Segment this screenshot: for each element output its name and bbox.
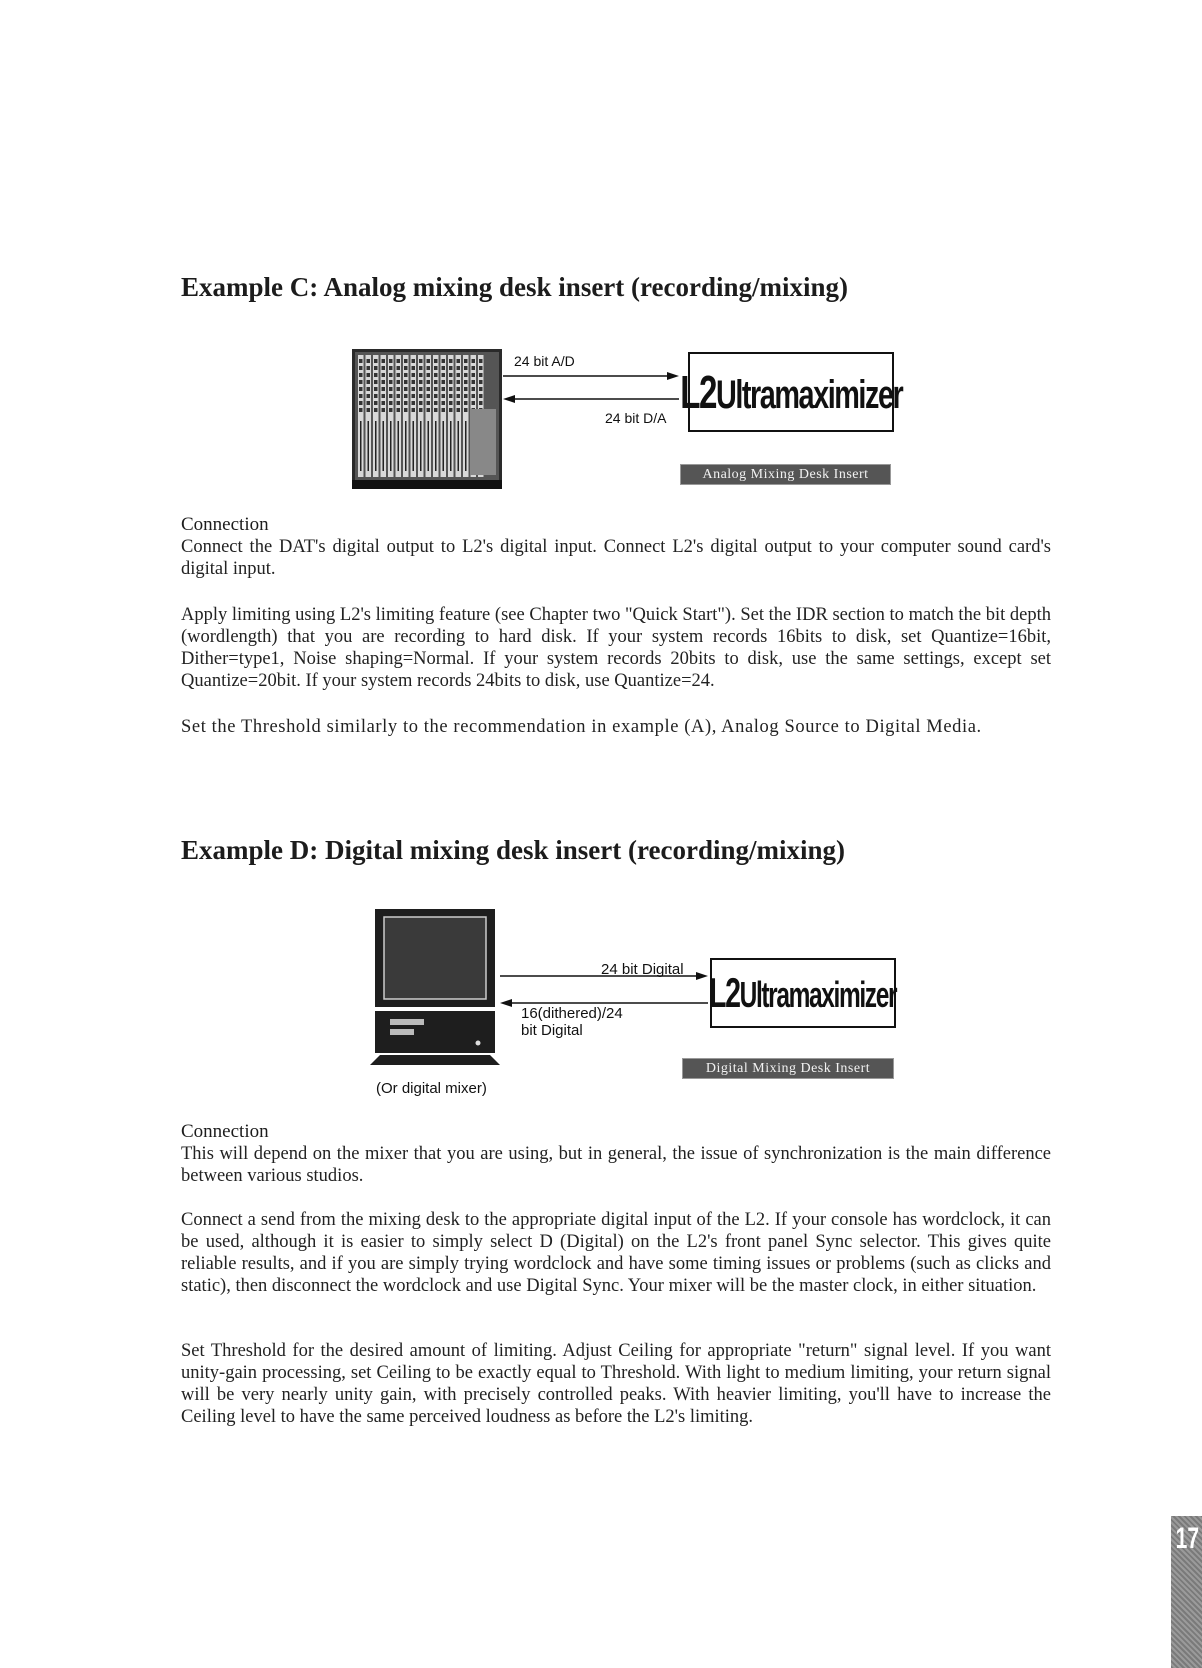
section-c-title: Example C: Analog mixing desk insert (recording/mixing)	[181, 272, 849, 302]
logo-ultramaximizer: Ultramaximizer	[715, 373, 903, 417]
mixing-console-icon	[352, 349, 502, 489]
page-number: 17	[1175, 1522, 1200, 1555]
label-16-dithered-line2: bit Digital	[521, 1022, 583, 1039]
l2-ultramaximizer-logo-c	[679, 352, 903, 432]
computer-icon	[370, 907, 500, 1067]
label-24bit-da: 24 bit D/A	[605, 410, 667, 426]
label-16-dithered-line1: 16(dithered)/24	[521, 1005, 623, 1022]
section-d-paragraph-2: Connect a send from the mixing desk to the appropriate digital input of the L2. If your console has wordclock, it can be used, although it is easier to simply select D (Digital) on the L2's front panel Sync selector. This gives quite reliable results, and if you are simply trying wordclock and have some timing issues or problems (such as clicks and static), then disconnect the wordclock and use Digital Sync. Your mixer will be the master clock, in either situation.	[181, 1210, 1051, 1296]
label-24bit-ad: 24 bit A/D	[514, 353, 575, 369]
l2-ultramaximizer-logo-d	[710, 958, 896, 1028]
caption-analog-desk-insert: Analog Mixing Desk Insert	[680, 464, 891, 485]
logo-l2-d: L2	[709, 969, 741, 1016]
logo-ultramaximizer-d: Ultramaximizer	[740, 974, 897, 1015]
section-d-paragraph-1: This will depend on the mixer that you are using, but in general, the issue of synchronization is the main difference between various studios.	[181, 1144, 1051, 1186]
signal-arrows-c	[503, 372, 679, 412]
label-16-dithered	[521, 1005, 623, 1039]
computer-caption: (Or digital mixer)	[376, 1080, 487, 1097]
section-d-title: Example D: Digital mixing desk insert (recording/mixing)	[181, 835, 845, 865]
caption-digital-desk-insert: Digital Mixing Desk Insert	[682, 1058, 894, 1079]
section-c-connection-heading: Connection	[181, 514, 269, 535]
section-c-paragraph-3: Set the Threshold similarly to the recommendation in example (A), Analog Source to Digital Media.	[181, 717, 982, 737]
section-d-paragraph-3: Set Threshold for the desired amount of limiting. Adjust Ceiling for appropriate "return" signal level. If you want unity-gain processing, set Ceiling to be exactly equal to Threshold. With light to medium limiting, your return signal will be very nearly unity gain, with precisely controlled peaks. With heavier limiting, you'll have to increase the Ceiling level to have the same perceived loudness as before the L2's limiting.	[181, 1341, 1051, 1427]
section-c-paragraph-1: Connect the DAT's digital output to L2's digital input. Connect L2's digital output to your computer sound card's digital input.	[181, 537, 1051, 579]
logo-l2: L2	[679, 366, 716, 418]
section-c-paragraph-2: Apply limiting using L2's limiting feature (see Chapter two "Quick Start"). Set the IDR section to match the bit depth (wordlength) that you are recording to hard disk. If your system records 16bits to disk, set Quantize=16bit, Dither=type1, Noise shaping=Normal. If your system records 20bits to disk, use the same settings, except set Quantize=20bit. If your system records 24bits to disk, use Quantize=24.	[181, 605, 1051, 691]
computer-illustration	[370, 907, 500, 1067]
page-number-tab	[1171, 1516, 1202, 1668]
label-24bit-digital: 24 bit Digital	[601, 961, 684, 978]
section-d-connection-heading: Connection	[181, 1121, 269, 1142]
mixing-console-illustration	[352, 349, 502, 489]
